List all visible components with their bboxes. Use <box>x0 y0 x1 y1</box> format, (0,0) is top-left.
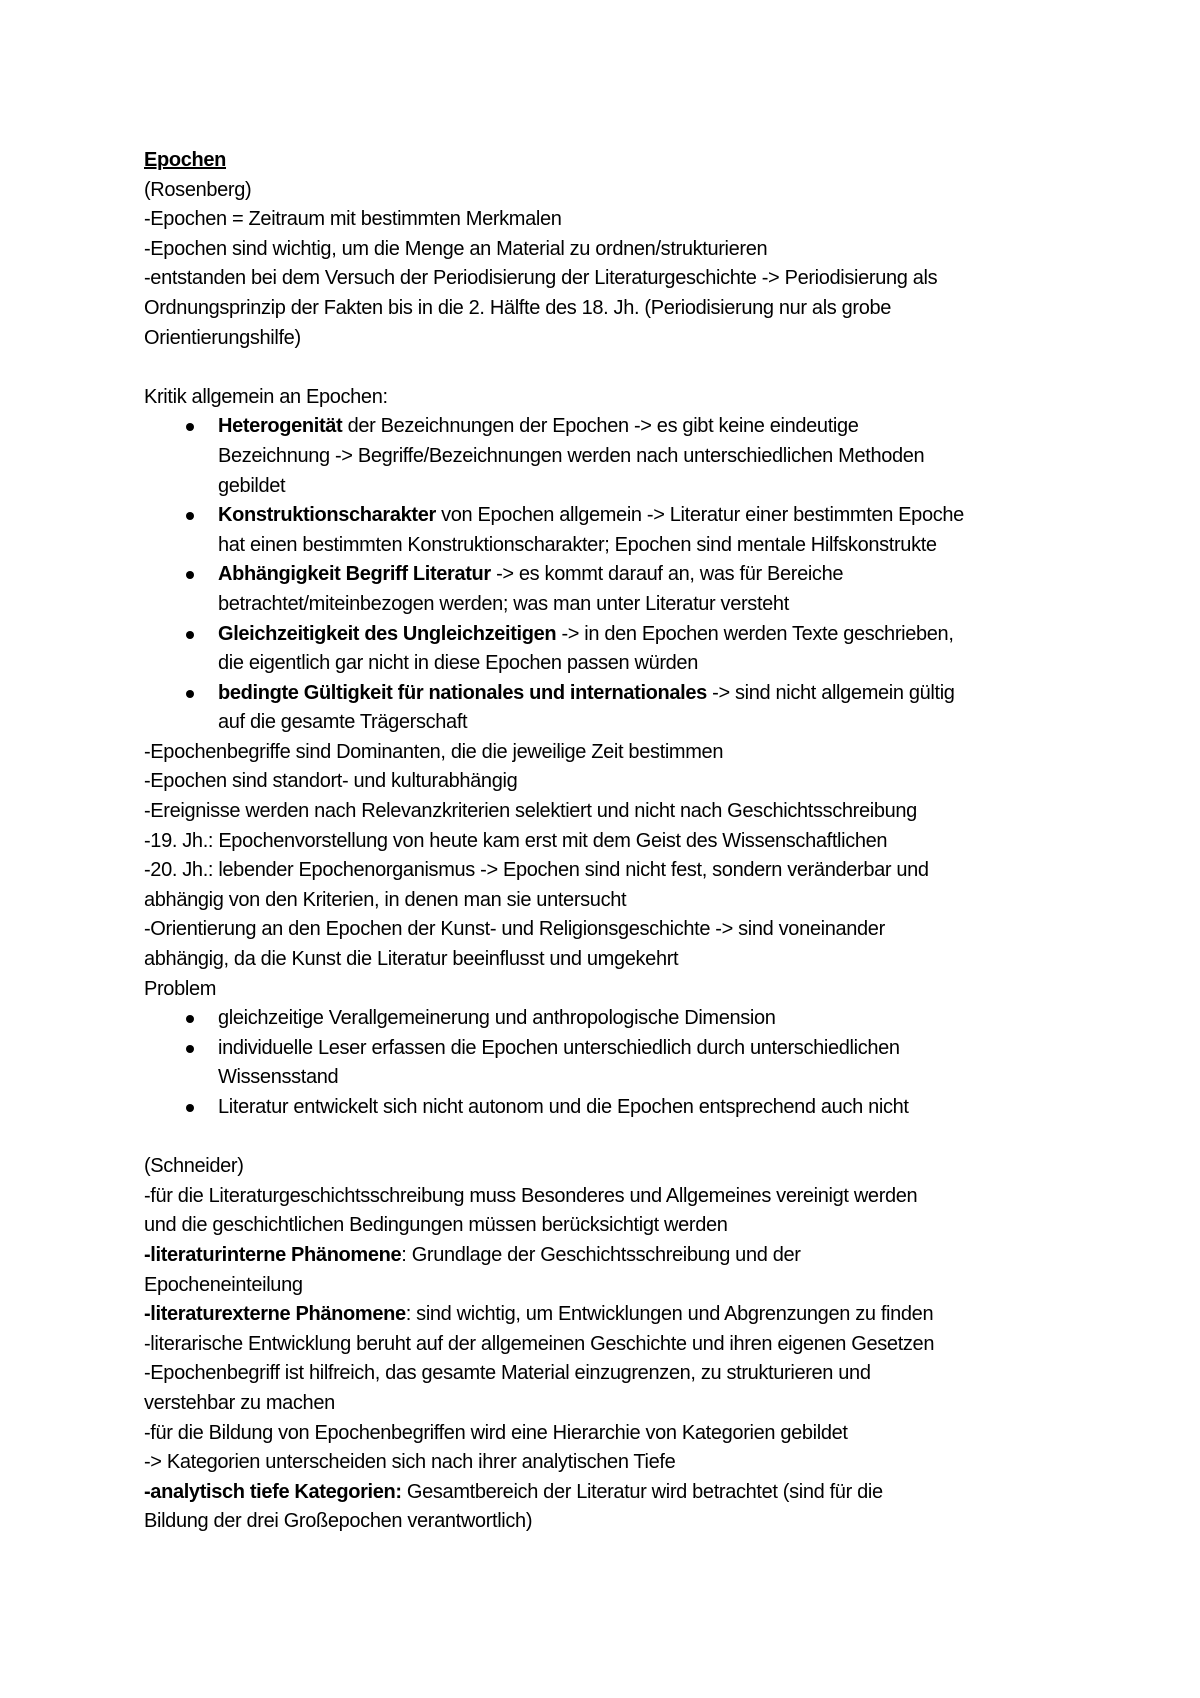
spacer <box>144 1123 1084 1153</box>
document-page <box>144 146 1084 1537</box>
bold-term: -literaturexterne Phänomene <box>144 1303 406 1326</box>
bold-term: Abhängigkeit Begriff Literatur <box>218 563 491 586</box>
list-item-line: Wissensstand <box>218 1066 339 1089</box>
list-item <box>144 620 1084 679</box>
list-item-line: Bezeichnung -> Begriffe/Bezeichnungen werden nach unterschiedlichen Methoden <box>218 444 925 467</box>
list-item-line: die eigentlich gar nicht in diese Epochen passen würden <box>218 652 698 675</box>
problem-heading: Problem <box>144 977 217 1000</box>
text-line: und die geschichtlichen Bedingungen müssen berücksichtigt werden <box>144 1214 728 1237</box>
spacer <box>144 353 1084 383</box>
text-line: -für die Literaturgeschichtsschreibung muss Besonderes und Allgemeines vereinigt werden <box>144 1184 918 1207</box>
bullet-icon <box>186 1015 194 1023</box>
bold-term: Konstruktionscharakter <box>218 504 436 527</box>
list-item-line: auf die gesamte Trägerschaft <box>218 711 468 734</box>
list-item-line <box>218 560 1084 590</box>
bullet-icon <box>186 1045 194 1053</box>
text-line: -für die Bildung von Epochenbegriffen wird eine Hierarchie von Kategorien gebildet <box>144 1421 848 1444</box>
list-item-line: individuelle Leser erfassen die Epochen unterschiedlich durch unterschiedlichen <box>218 1036 900 1059</box>
text-line: Orientierungshilfe) <box>144 326 301 349</box>
bold-term: bedingte Gültigkeit für nationales und internationales <box>218 681 707 704</box>
text-line: -> Kategorien unterscheiden sich nach ihrer analytischen Tiefe <box>144 1451 676 1474</box>
text-line: -20. Jh.: lebender Epochenorganismus -> Epochen sind nicht fest, sondern veränderbar und <box>144 859 929 882</box>
list-item-line <box>218 501 1084 531</box>
text-line: -Epochenbegriffe sind Dominanten, die die jeweilige Zeit bestimmen <box>144 740 724 763</box>
text-line: -19. Jh.: Epochenvorstellung von heute kam erst mit dem Geist des Wissenschaftlichen <box>144 829 888 852</box>
list-item <box>144 501 1084 560</box>
text-line: -literarische Entwicklung beruht auf der allgemeinen Geschichte und ihren eigenen Gesetzen <box>144 1332 935 1355</box>
list-item-line <box>218 412 1084 442</box>
text-line: Bildung der drei Großepochen verantwortlich) <box>144 1510 533 1533</box>
bold-term: -analytisch tiefe Kategorien: <box>144 1480 402 1503</box>
text-line: -Ereignisse werden nach Relevanzkriterien selektiert und nicht nach Geschichtsschreibung <box>144 800 917 823</box>
text-line: Epocheneinteilung <box>144 1273 303 1296</box>
list-item <box>144 412 1084 501</box>
list-item <box>144 560 1084 619</box>
list-item-text: der Bezeichnungen der Epochen -> es gibt keine eindeutige <box>342 415 859 438</box>
text-line: verstehbar zu machen <box>144 1391 335 1414</box>
text-line: abhängig, da die Kunst die Literatur beeinflusst und umgekehrt <box>144 948 679 971</box>
text-line: Ordnungsprinzip der Fakten bis in die 2. Hälfte des 18. Jh. (Periodisierung nur als grobe <box>144 296 892 319</box>
list-item <box>144 1034 1084 1093</box>
text-line: abhängig von den Kriterien, in denen man sie untersucht <box>144 888 627 911</box>
list-item-text: -> es kommt darauf an, was für Bereiche <box>490 563 844 586</box>
bullet-icon <box>186 423 194 431</box>
text-line: -Epochen sind standort- und kulturabhängig <box>144 770 518 793</box>
list-item-line: gleichzeitige Verallgemeinerung und anthropologische Dimension <box>218 1007 776 1030</box>
list-item-line: gebildet <box>218 474 286 497</box>
list-item <box>144 1093 1084 1123</box>
text-line <box>144 1478 1084 1508</box>
list-item-line: hat einen bestimmten Konstruktionscharakter; Epochen sind mentale Hilfskonstrukte <box>218 533 937 556</box>
problem-list <box>144 1004 1084 1122</box>
bold-term: Gleichzeitigkeit des Ungleichzeitigen <box>218 622 557 645</box>
page-title: Epochen <box>144 149 227 171</box>
list-item-line <box>218 679 1084 709</box>
bullet-icon <box>186 571 194 579</box>
bullet-icon <box>186 1104 194 1112</box>
list-item-text: -> sind nicht allgemein gültig <box>706 681 955 704</box>
list-item <box>144 1004 1084 1034</box>
text-fragment: : sind wichtig, um Entwicklungen und Abgrenzungen zu finden <box>405 1303 934 1326</box>
text-line: -entstanden bei dem Versuch der Periodisierung der Literaturgeschichte -> Periodisierung als <box>144 267 938 290</box>
list-item-line <box>218 620 1084 650</box>
list-item <box>144 679 1084 738</box>
bold-term: -literaturinterne Phänomene <box>144 1243 402 1266</box>
bullet-icon <box>186 631 194 639</box>
kritik-list <box>144 412 1084 738</box>
bold-term: Heterogenität <box>218 415 343 438</box>
kritik-heading: Kritik allgemein an Epochen: <box>144 385 388 408</box>
list-item-line: betrachtet/miteinbezogen werden; was man unter Literatur versteht <box>218 592 789 615</box>
text-line <box>144 1241 1084 1271</box>
text-fragment: : Grundlage der Geschichtsschreibung und der <box>401 1243 801 1266</box>
list-item-line: Literatur entwickelt sich nicht autonom und die Epochen entsprechend auch nicht <box>218 1096 909 1118</box>
section-heading-rosenberg: (Rosenberg) <box>144 178 252 201</box>
list-item-text: von Epochen allgemein -> Literatur einer bestimmten Epoche <box>435 504 964 527</box>
list-item-text: -> in den Epochen werden Texte geschrieben, <box>556 622 954 645</box>
text-line <box>144 1300 1084 1330</box>
text-line: -Orientierung an den Epochen der Kunst- und Religionsgeschichte -> sind voneinander <box>144 918 885 941</box>
bullet-icon <box>186 512 194 520</box>
text-line: -Epochen sind wichtig, um die Menge an Material zu ordnen/strukturieren <box>144 237 768 260</box>
text-line: -Epochenbegriff ist hilfreich, das gesamte Material einzugrenzen, zu strukturieren und <box>144 1362 871 1385</box>
text-fragment: Gesamtbereich der Literatur wird betrachtet (sind für die <box>401 1480 883 1503</box>
text-line: -Epochen = Zeitraum mit bestimmten Merkmalen <box>144 208 562 231</box>
bullet-icon <box>186 690 194 698</box>
section-heading-schneider: (Schneider) <box>144 1155 244 1178</box>
